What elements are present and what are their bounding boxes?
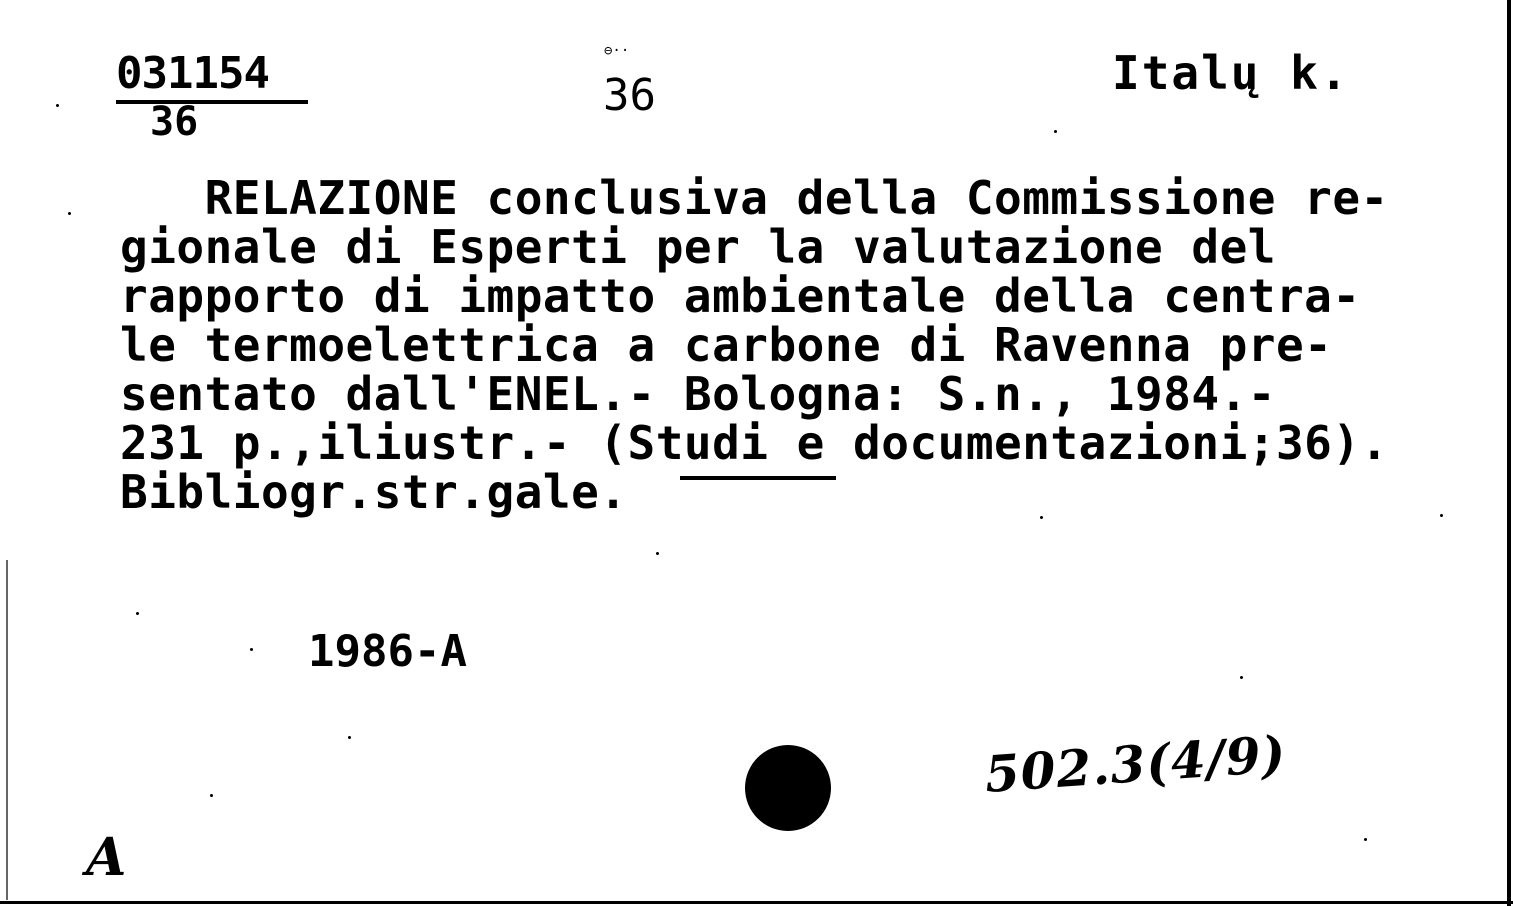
top-handwritten-mark: ⊖··: [604, 43, 630, 59]
entry-line: 231 p.,iliustr.- (Studi e documentazioni;36).: [120, 416, 1389, 470]
bibliographic-entry: [120, 171, 1495, 519]
paper-speck: [1040, 516, 1043, 519]
entry-line: rapporto di impatto ambientale della centra-: [120, 269, 1361, 323]
language-note: Italų k.: [1112, 46, 1350, 100]
card-right-edge: [1507, 0, 1511, 906]
year-code: 1986-A: [308, 626, 467, 677]
entry-line: gionale di Esperti per la valutazione del: [120, 220, 1276, 274]
paper-speck: [1054, 130, 1057, 133]
paper-speck: [210, 794, 213, 797]
paper-speck: [1364, 838, 1367, 841]
paper-speck: [136, 612, 139, 615]
paper-speck: [656, 552, 659, 555]
paper-speck: [1440, 514, 1443, 517]
card-left-edge: [6, 560, 8, 900]
center-number: 36: [603, 70, 656, 121]
punch-hole: [745, 745, 831, 831]
card-bottom-edge: [0, 901, 1513, 904]
accession-underline: [116, 100, 308, 104]
series-underline: [680, 476, 836, 480]
entry-line: RELAZIONE conclusiva della Commissione re-: [120, 171, 1389, 225]
corner-pencil-mark: A: [86, 827, 127, 888]
paper-speck: [56, 104, 59, 107]
entry-line: sentato dall'ENEL.- Bologna: S.n., 1984.-: [120, 367, 1276, 421]
entry-line: le termoelettrica a carbone di Ravenna pre-: [120, 318, 1333, 372]
paper-speck: [348, 736, 351, 739]
paper-speck: [68, 212, 71, 215]
accession-denominator: 36: [150, 99, 199, 145]
entry-line: Bibliogr.str.gale.: [120, 465, 628, 519]
accession-number: 031154: [116, 48, 269, 99]
paper-speck: [250, 648, 253, 651]
paper-speck: [1240, 676, 1243, 679]
classification-number: 502.3(4/9): [982, 724, 1289, 804]
